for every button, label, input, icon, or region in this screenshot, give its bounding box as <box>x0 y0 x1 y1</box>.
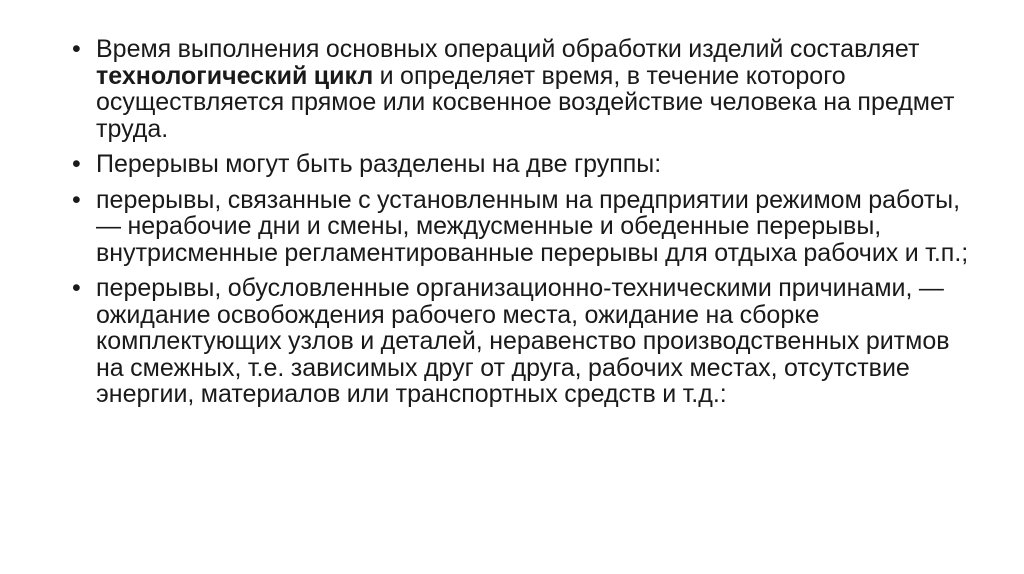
bullet-item-regime-breaks <box>70 187 970 267</box>
bullet-item-breaks-groups <box>70 151 970 178</box>
bullet-text-part: и определяет время, в течение которого осуществляется прямое или косвенное воздействие человека на предмет труда. <box>96 61 955 143</box>
bullet-text: перерывы, связанные с установленным на предприятии режимом работы, — нерабочие дни и смены, междусменные и обеденные перерывы, внутрисменные регламентированные перерывы для отдыха рабочих и т.п.; <box>96 185 969 267</box>
bullet-text: Перерывы могут быть разделены на две группы: <box>96 150 662 178</box>
bullet-item-technological-cycle <box>70 36 970 142</box>
bullet-list <box>70 36 970 417</box>
bullet-text: перерывы, обусловленные организационно-техническими причинами, — ожидание освобождения рабочего места, ожидание на сборке комплектующих узлов и деталей, неравенство производственных ритмов на смежных, т.е. зависимых друг от друга, рабочих местах, отсутствие энергии, материалов или транспортных средств и т.д.: <box>96 274 950 408</box>
bullet-item-organizational-breaks <box>70 275 970 408</box>
bullet-text-part: Время выполнения основных операций обработки изделий составляет <box>96 35 920 63</box>
bullet-bold-term: технологический цикл <box>96 61 374 90</box>
